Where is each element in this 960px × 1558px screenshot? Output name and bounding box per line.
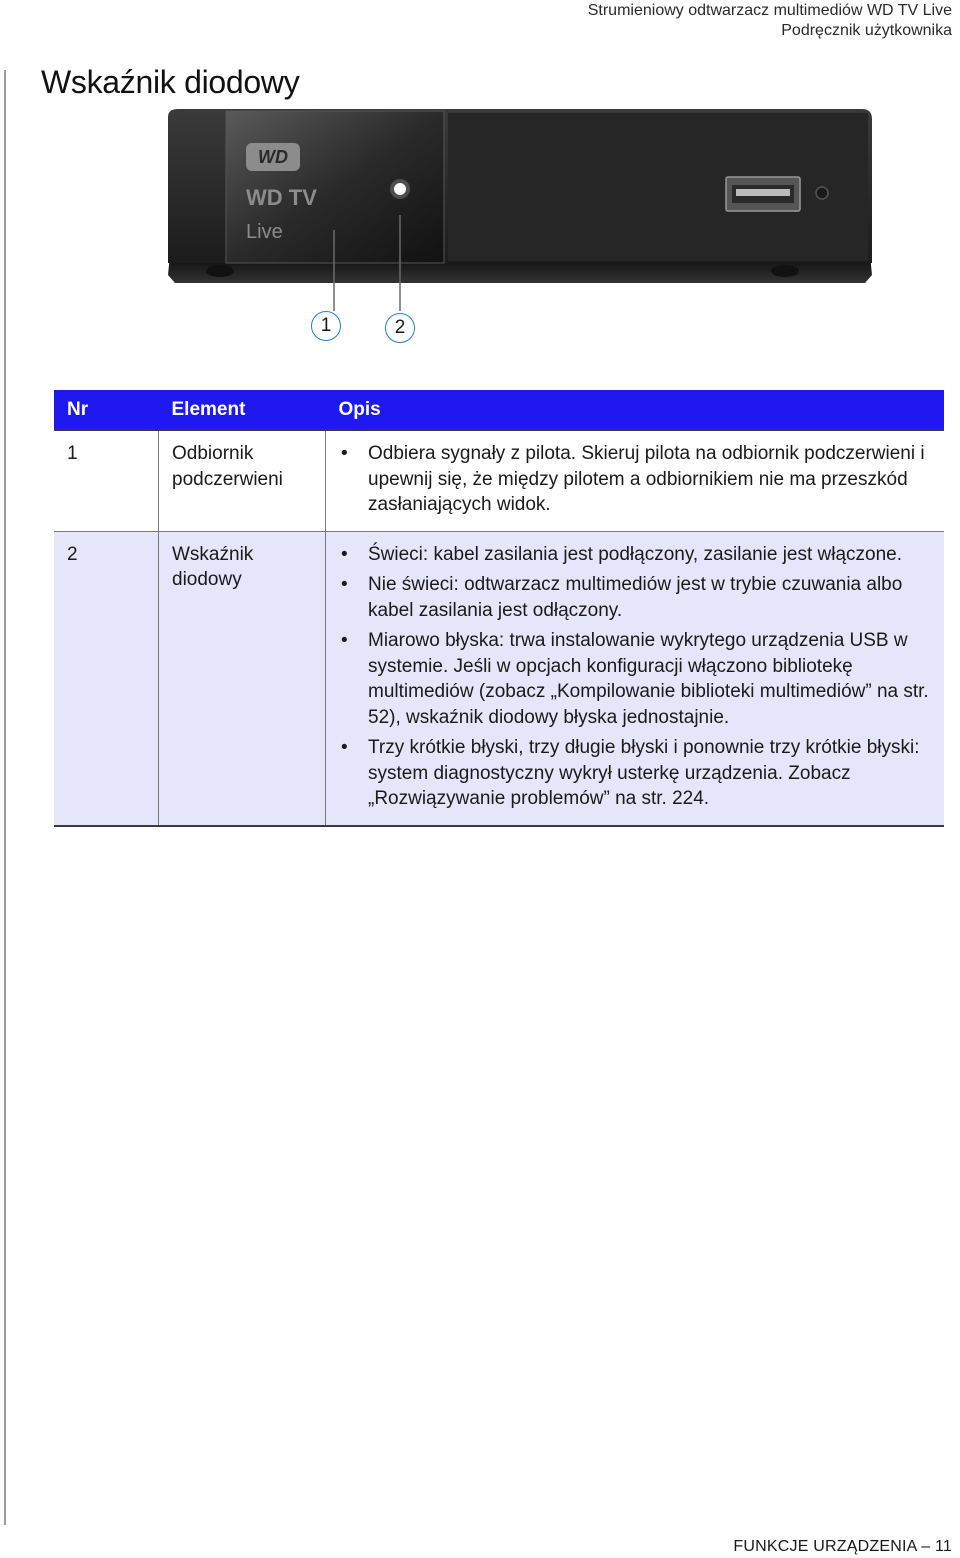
row2-bullet-3: • Miarowo błyska: trwa instalowanie wykrytego urządzenia USB w systemie. Jeśli w opcjach konfiguracji włączono bibliotekę multimediów (zobacz „Kompilowanie biblioteki multimediów” na str. 52), wskaźnik diodowy błyska jednostajnie. <box>339 628 932 730</box>
row1-bullet: • Odbiera sygnały z pilota. Skieruj pilota na odbiornik podczerwieni i upewnij się, że między pilotem a odbiornikiem nie ma przeszkód zasłaniających widok. <box>339 441 932 518</box>
reset-button-icon <box>816 187 828 199</box>
margin-rule <box>4 70 6 1525</box>
brand-sub: Live <box>246 221 283 243</box>
callout-1: 1 <box>311 311 341 341</box>
device-photo <box>160 105 880 405</box>
column-header-element: Element <box>159 390 326 430</box>
header-line-2: Podręcznik użytkownika <box>781 22 952 39</box>
row2-nr: 2 <box>54 531 159 826</box>
column-header-nr: Nr <box>54 390 159 430</box>
row2-bullet-1: • Świeci: kabel zasilania jest podłączony, zasilanie jest włączone. <box>339 542 932 568</box>
wd-logo-text: WD <box>258 147 288 167</box>
media-player-illustration <box>160 105 880 405</box>
column-header-opis: Opis <box>326 390 945 430</box>
brand-name: WD TV <box>246 185 317 210</box>
row1-nr: 1 <box>54 430 159 531</box>
row2-element: Wskaźnik diodowy <box>159 531 326 826</box>
table-row <box>54 430 944 531</box>
header-line-1: Strumieniowy odtwarzacz multimediów WD TV Live <box>587 2 952 19</box>
row2-description <box>326 531 945 826</box>
row1-description <box>326 430 945 531</box>
page-footer: FUNKCJE URZĄDZENIA – 11 <box>733 1538 952 1555</box>
led-info-table <box>54 390 944 827</box>
callout-2: 2 <box>385 313 415 343</box>
page-header <box>588 1 952 41</box>
row2-bullet-2: • Nie świeci: odtwarzacz multimediów jest w trybie czuwania albo kabel zasilania jest odłączony. <box>339 572 932 623</box>
table-header-row <box>54 390 944 430</box>
row2-bullet-4: • Trzy krótkie błyski, trzy długie błyski i ponownie trzy krótkie błyski: system diagnostyczny wykrył usterkę urządzenia. Zobacz „Rozwiązywanie problemów” na str. 224. <box>339 735 932 812</box>
row1-element: Odbiornik podczerwieni <box>159 430 326 531</box>
page-title: Wskaźnik diodowy <box>41 64 300 100</box>
table-row <box>54 531 944 826</box>
